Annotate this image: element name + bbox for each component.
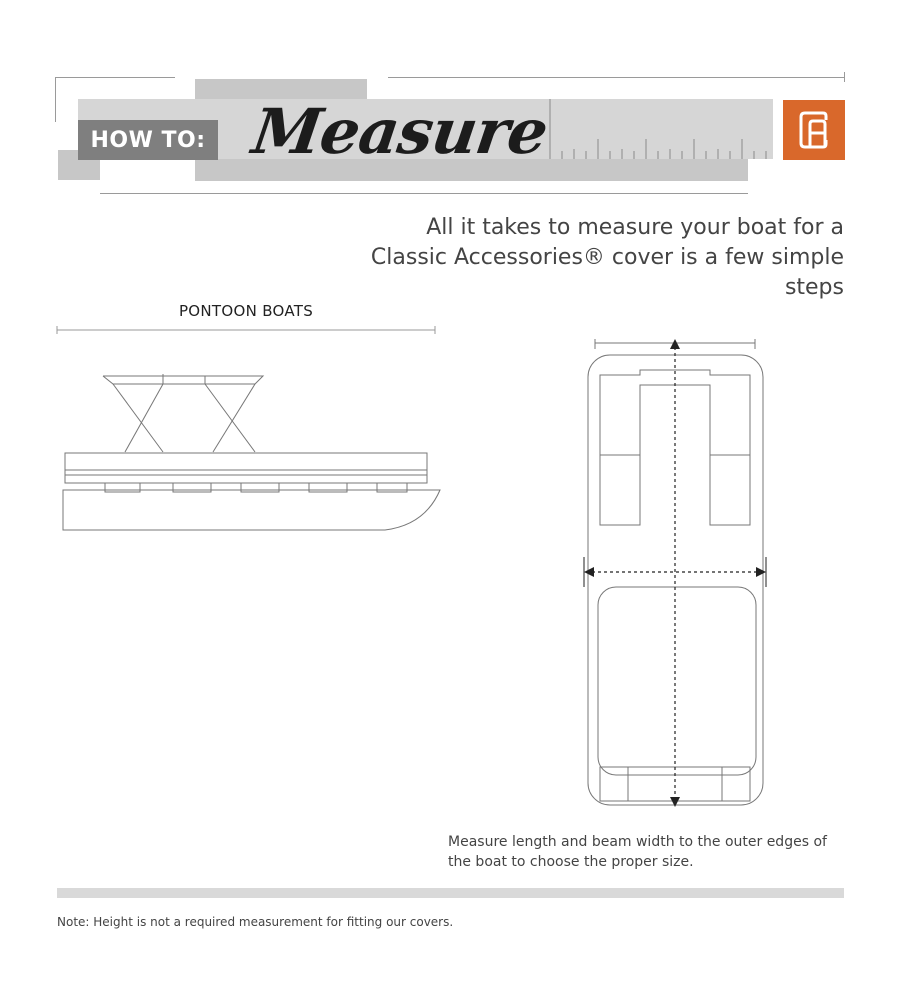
banner-top-line-cap: [844, 72, 845, 82]
intro-text: [324, 213, 844, 303]
pontoon-top-view-icon: [580, 335, 770, 815]
intro-line-2: Classic Accessories® cover is a few simple steps: [370, 245, 844, 300]
banner-corner-line: [55, 77, 175, 78]
banner-top-line: [388, 77, 845, 78]
pontoon-side-view-icon: [55, 370, 445, 540]
length-measure-arrow: [670, 339, 680, 807]
banner-corner-line: [55, 77, 56, 122]
footer-divider: [57, 888, 844, 898]
section-title: PONTOON BOATS: [178, 302, 314, 320]
measure-caption: Measure length and beam width to the outer edges of the boat to choose the proper size.: [448, 834, 827, 870]
howto-label: HOW TO:: [78, 120, 218, 160]
classic-accessories-logo-icon: [783, 100, 845, 160]
footnote: Note: Height is not a required measurement for fitting our covers.: [57, 915, 454, 929]
section-divider: [57, 326, 437, 334]
banner-bottom-line: [100, 193, 748, 194]
page-title: Measure: [248, 95, 552, 168]
ruler-ticks: [548, 99, 773, 159]
intro-line-1: All it takes to measure your boat for a: [426, 215, 844, 240]
